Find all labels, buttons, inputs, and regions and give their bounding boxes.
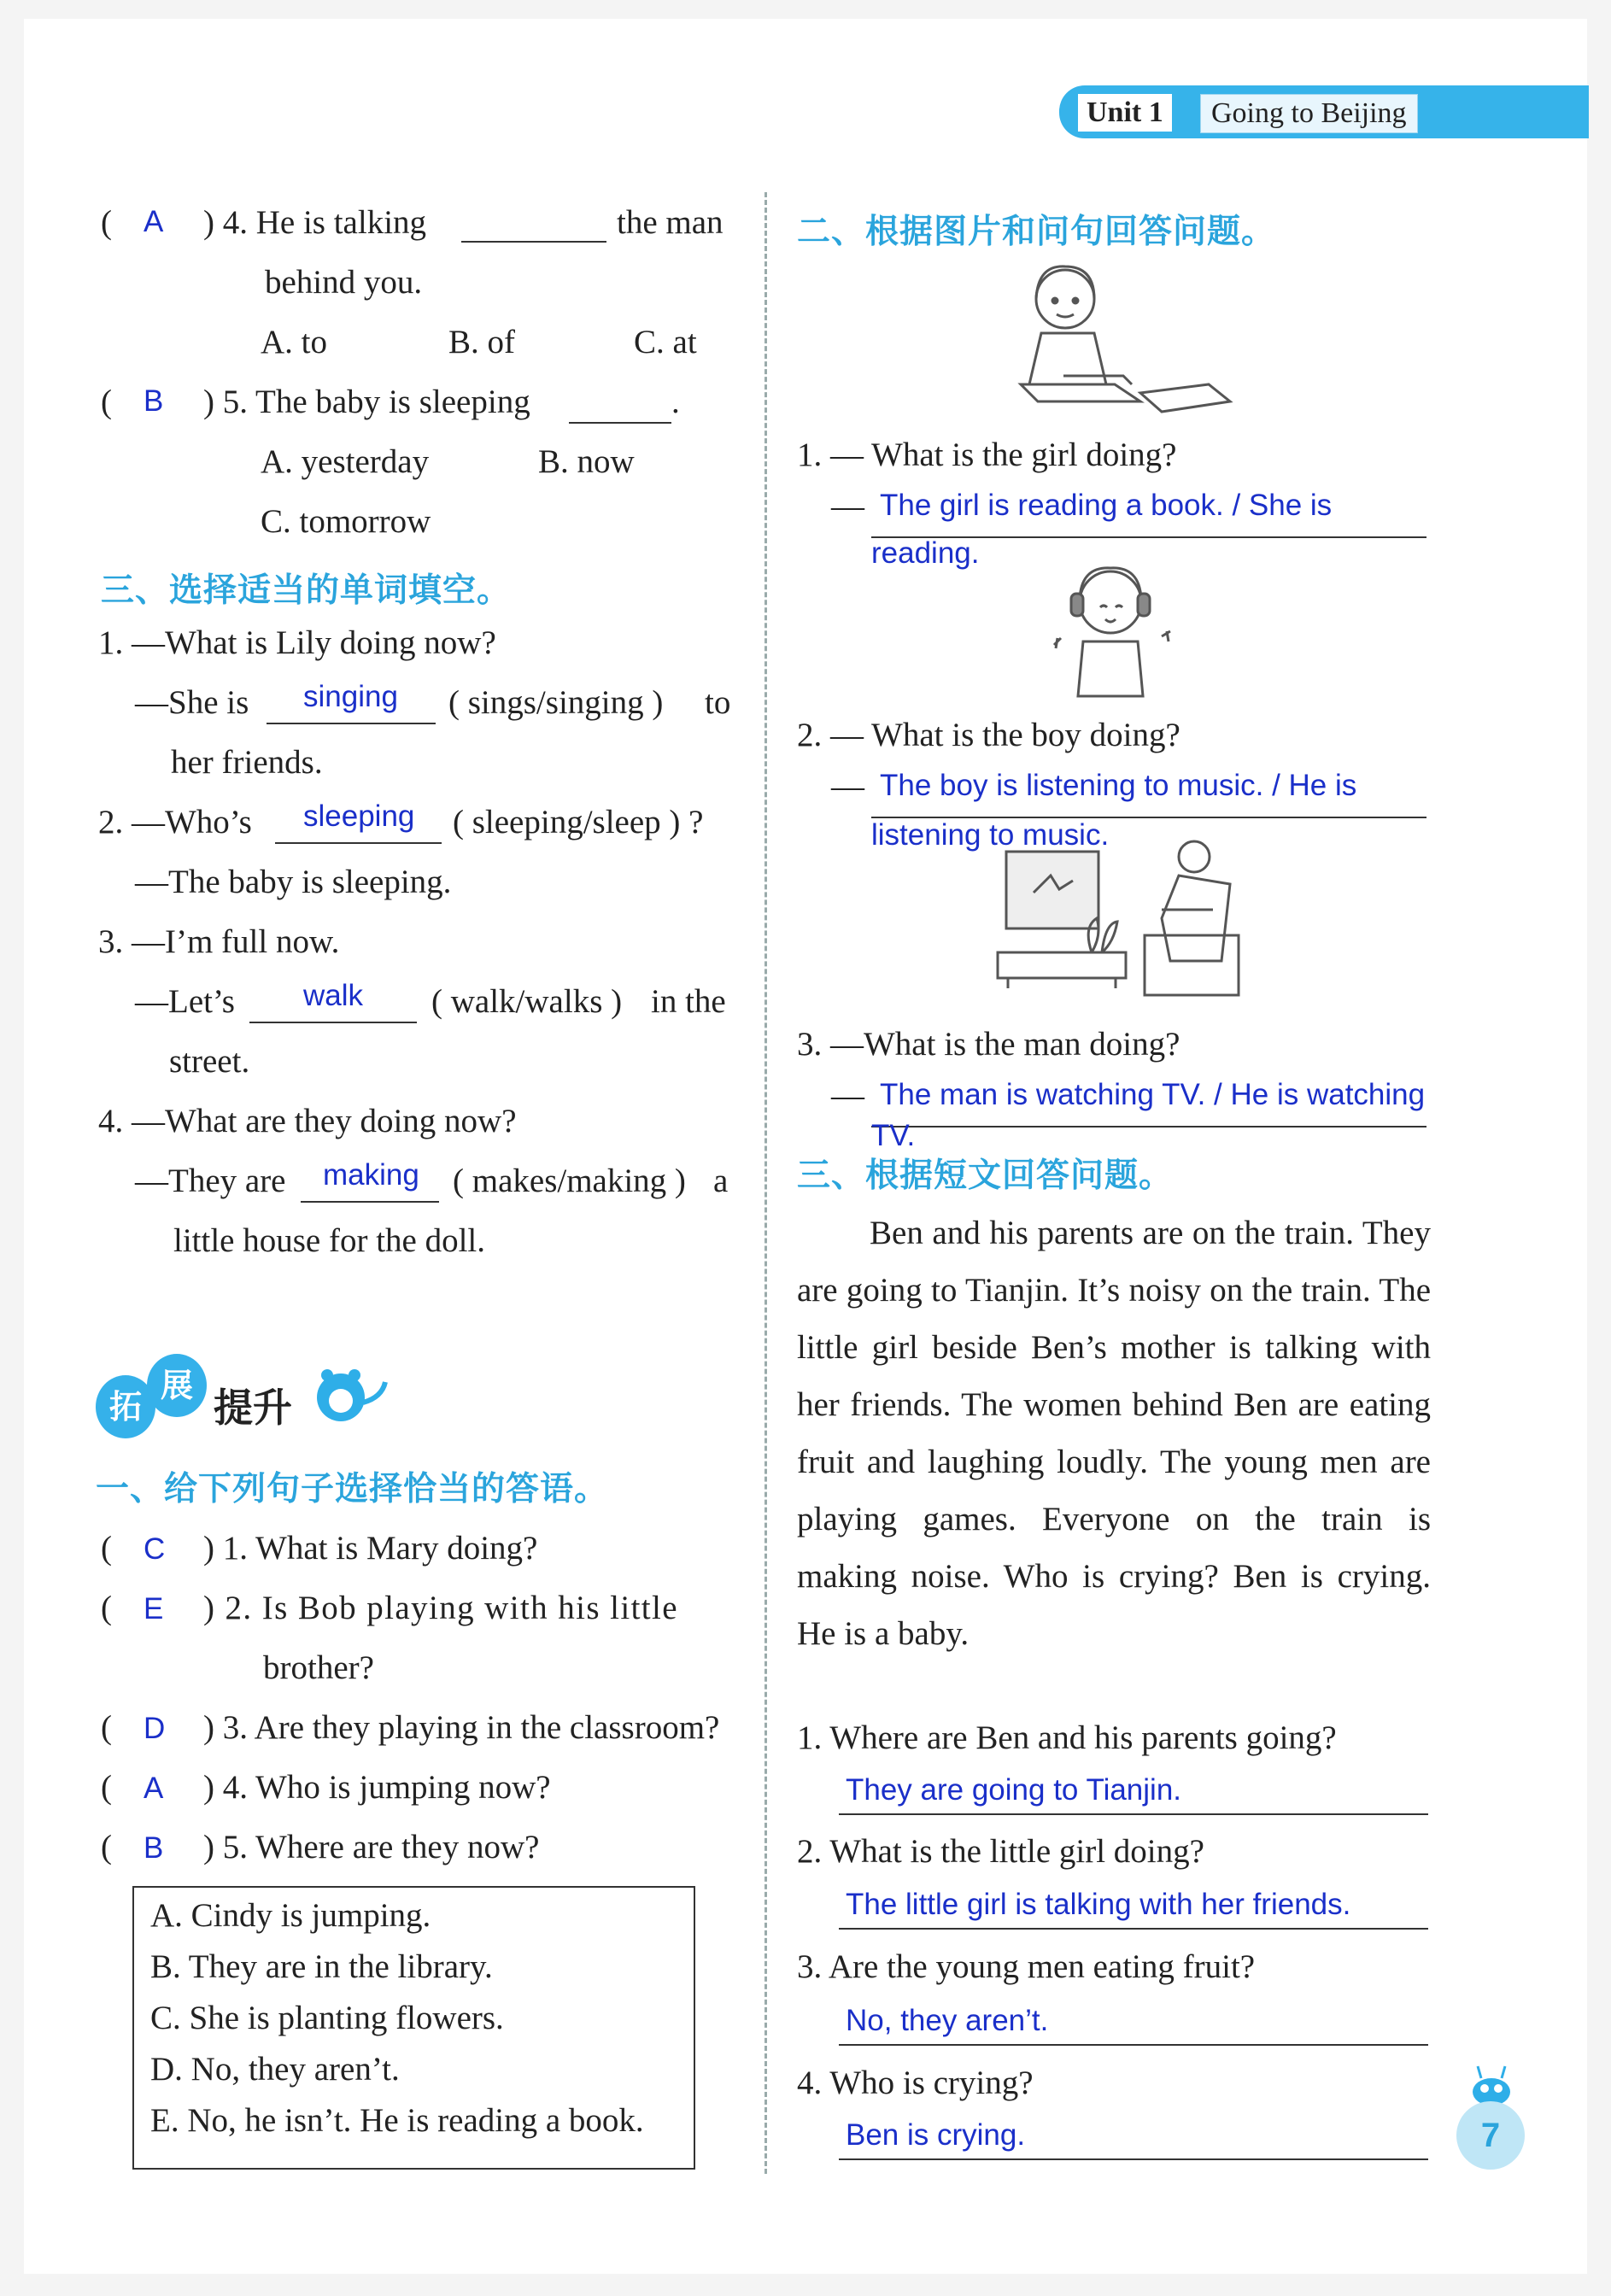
picture-question: 2. — What is the boy doing?: [797, 717, 1180, 753]
reading-answer: They are going to Tianjin.: [846, 1773, 1182, 1807]
paren-open: (: [101, 1530, 112, 1567]
man-watching-tv-illustration: [991, 833, 1247, 1004]
girl-reading-illustration: [1012, 256, 1243, 427]
match-question-cont: brother?: [263, 1649, 374, 1686]
blank: [275, 842, 442, 844]
extend-label: 提升: [214, 1385, 292, 1431]
fill-q1-prefix: —She is: [135, 684, 249, 721]
answer-q5: B: [144, 384, 164, 418]
question-q4: ) 4. He is talking: [203, 204, 427, 241]
picture-answer-cont: listening to music.: [871, 818, 1110, 852]
extend-badge-char: 展: [147, 1354, 207, 1417]
mascot-icon: [312, 1363, 390, 1423]
option: C. at: [634, 324, 697, 360]
picture-question: 1. — What is the girl doing?: [797, 436, 1177, 473]
paren-open: (: [101, 1709, 112, 1746]
match-question: ) 3. Are they playing in the classroom?: [203, 1709, 720, 1746]
answer-line: [839, 2044, 1428, 2046]
reading-question: 4. Who is crying?: [797, 2065, 1034, 2101]
match-question: ) 2. Is Bob playing with his little: [203, 1590, 678, 1626]
fill-q4-answer: making: [323, 1158, 419, 1192]
fill-q4-line1: 4. —What are they doing now?: [98, 1103, 517, 1139]
paren-open: (: [101, 1769, 112, 1806]
fill-q3-suffix: in the: [651, 983, 726, 1020]
question-q5-end: .: [671, 384, 680, 420]
option: A. to: [261, 324, 327, 360]
answer-line: [839, 2158, 1428, 2160]
blank-q4: [461, 241, 606, 243]
answer-line: [839, 1813, 1428, 1815]
fill-q4-choices: ( makes/making ): [453, 1163, 686, 1199]
fill-q3-prefix: —Let’s: [135, 983, 235, 1020]
option-item: D. No, they aren’t.: [150, 2051, 400, 2088]
reading-question: 2. What is the little girl doing?: [797, 1833, 1204, 1870]
question-q4-cont: behind you.: [265, 264, 423, 301]
fill-q3-answer: walk: [303, 979, 364, 1012]
paren-open: (: [101, 1829, 112, 1866]
fill-q1-choices: ( sings/singing ): [448, 684, 664, 721]
fill-q4-prefix: —They are: [135, 1163, 286, 1199]
section-heading: 一、给下列句子选择恰当的答语。: [96, 1470, 609, 1508]
column-divider: [764, 192, 767, 2174]
section-heading: 二、根据图片和问句回答问题。: [797, 213, 1276, 251]
fill-q1-line1: 1. —What is Lily doing now?: [98, 624, 496, 661]
fill-q3-line3: street.: [169, 1043, 250, 1080]
extend-badge-char: 拓: [96, 1375, 155, 1438]
mascot-icon: [1467, 2063, 1515, 2106]
reading-question: 1. Where are Ben and his parents going?: [797, 1719, 1337, 1756]
match-question: ) 5. Where are they now?: [203, 1829, 540, 1866]
match-answer: E: [144, 1592, 164, 1625]
blank: [267, 723, 436, 724]
blank: [301, 1201, 439, 1203]
fill-q2-line2: —The baby is sleeping.: [135, 864, 452, 900]
picture-answer: The man is watching TV. / He is watching: [880, 1078, 1426, 1111]
fill-q4-line3: little house for the doll.: [173, 1222, 486, 1259]
picture-answer: The girl is reading a book. / She is: [880, 489, 1333, 522]
reading-passage: Ben and his parents are on the train. They are going to Tianjin. It’s noisy on the train. The little girl beside Ben’s mother is talking with her friends. The women behind Ben are eating fruit and laughing loudly. The young men are playing games. Everyone on the train is making noise. Who is crying? Ben is crying. He is a baby.: [797, 1215, 1431, 1652]
option: A. yesterday: [261, 443, 430, 480]
unit-label: Unit 1: [1078, 94, 1172, 132]
dash: —: [831, 488, 864, 524]
paren-open: (: [101, 204, 112, 241]
section-heading: 三、选择适当的单词填空。: [101, 571, 512, 610]
match-question: ) 4. Who is jumping now?: [203, 1769, 551, 1806]
dash: —: [831, 768, 864, 805]
option-item: C. She is planting flowers.: [150, 2000, 504, 2036]
option: C. tomorrow: [261, 503, 431, 540]
unit-title: Going to Beijing: [1200, 94, 1418, 133]
fill-q3-line1: 3. —I’m full now.: [98, 923, 340, 960]
section-heading: 三、根据短文回答问题。: [797, 1157, 1174, 1195]
match-answer: C: [144, 1532, 166, 1566]
dash: —: [831, 1077, 864, 1114]
picture-answer-cont: TV.: [871, 1119, 916, 1152]
picture-question: 3. —What is the man doing?: [797, 1026, 1180, 1063]
reading-answer: The little girl is talking with her friends.: [846, 1888, 1351, 1921]
question-q5: ) 5. The baby is sleeping: [203, 384, 530, 420]
fill-q4-suffix: a: [713, 1163, 729, 1199]
option-item: B. They are in the library.: [150, 1948, 493, 1985]
reading-answer: Ben is crying.: [846, 2118, 1026, 2152]
option: B. now: [538, 443, 635, 480]
option-item: A. Cindy is jumping.: [150, 1897, 431, 1934]
picture-answer-cont: reading.: [871, 536, 980, 570]
fill-q3-choices: ( walk/walks ): [431, 983, 623, 1020]
match-answer: D: [144, 1712, 166, 1745]
match-answer: A: [144, 1772, 164, 1805]
question-q4-end: the man: [617, 204, 723, 241]
match-question: ) 1. What is Mary doing?: [203, 1530, 538, 1567]
picture-answer: The boy is listening to music. / He is: [880, 769, 1357, 802]
answer-line: [839, 1928, 1428, 1930]
blank-q5: [569, 422, 671, 424]
fill-q2-answer: sleeping: [303, 800, 415, 833]
reading-answer: No, they aren’t.: [846, 2004, 1049, 2037]
fill-q1-line3: her friends.: [171, 744, 323, 781]
paren-open: (: [101, 1590, 112, 1626]
match-answer: B: [144, 1831, 164, 1865]
answer-q4: A: [144, 205, 164, 238]
fill-q1-suffix: to: [705, 684, 731, 721]
boy-listening-illustration: [1034, 559, 1187, 705]
page-number: 7: [1456, 2101, 1525, 2170]
blank: [249, 1022, 417, 1023]
answer-line: [871, 1126, 1426, 1128]
fill-q2-choices: ( sleeping/sleep ) ?: [453, 804, 704, 840]
fill-q2-prefix: 2. —Who’s: [98, 804, 252, 840]
option-item: E. No, he isn’t. He is reading a book.: [150, 2102, 644, 2139]
paren-open: (: [101, 384, 112, 420]
option: B. of: [448, 324, 515, 360]
reading-question: 3. Are the young men eating fruit?: [797, 1948, 1256, 1985]
fill-q1-answer: singing: [303, 680, 398, 713]
